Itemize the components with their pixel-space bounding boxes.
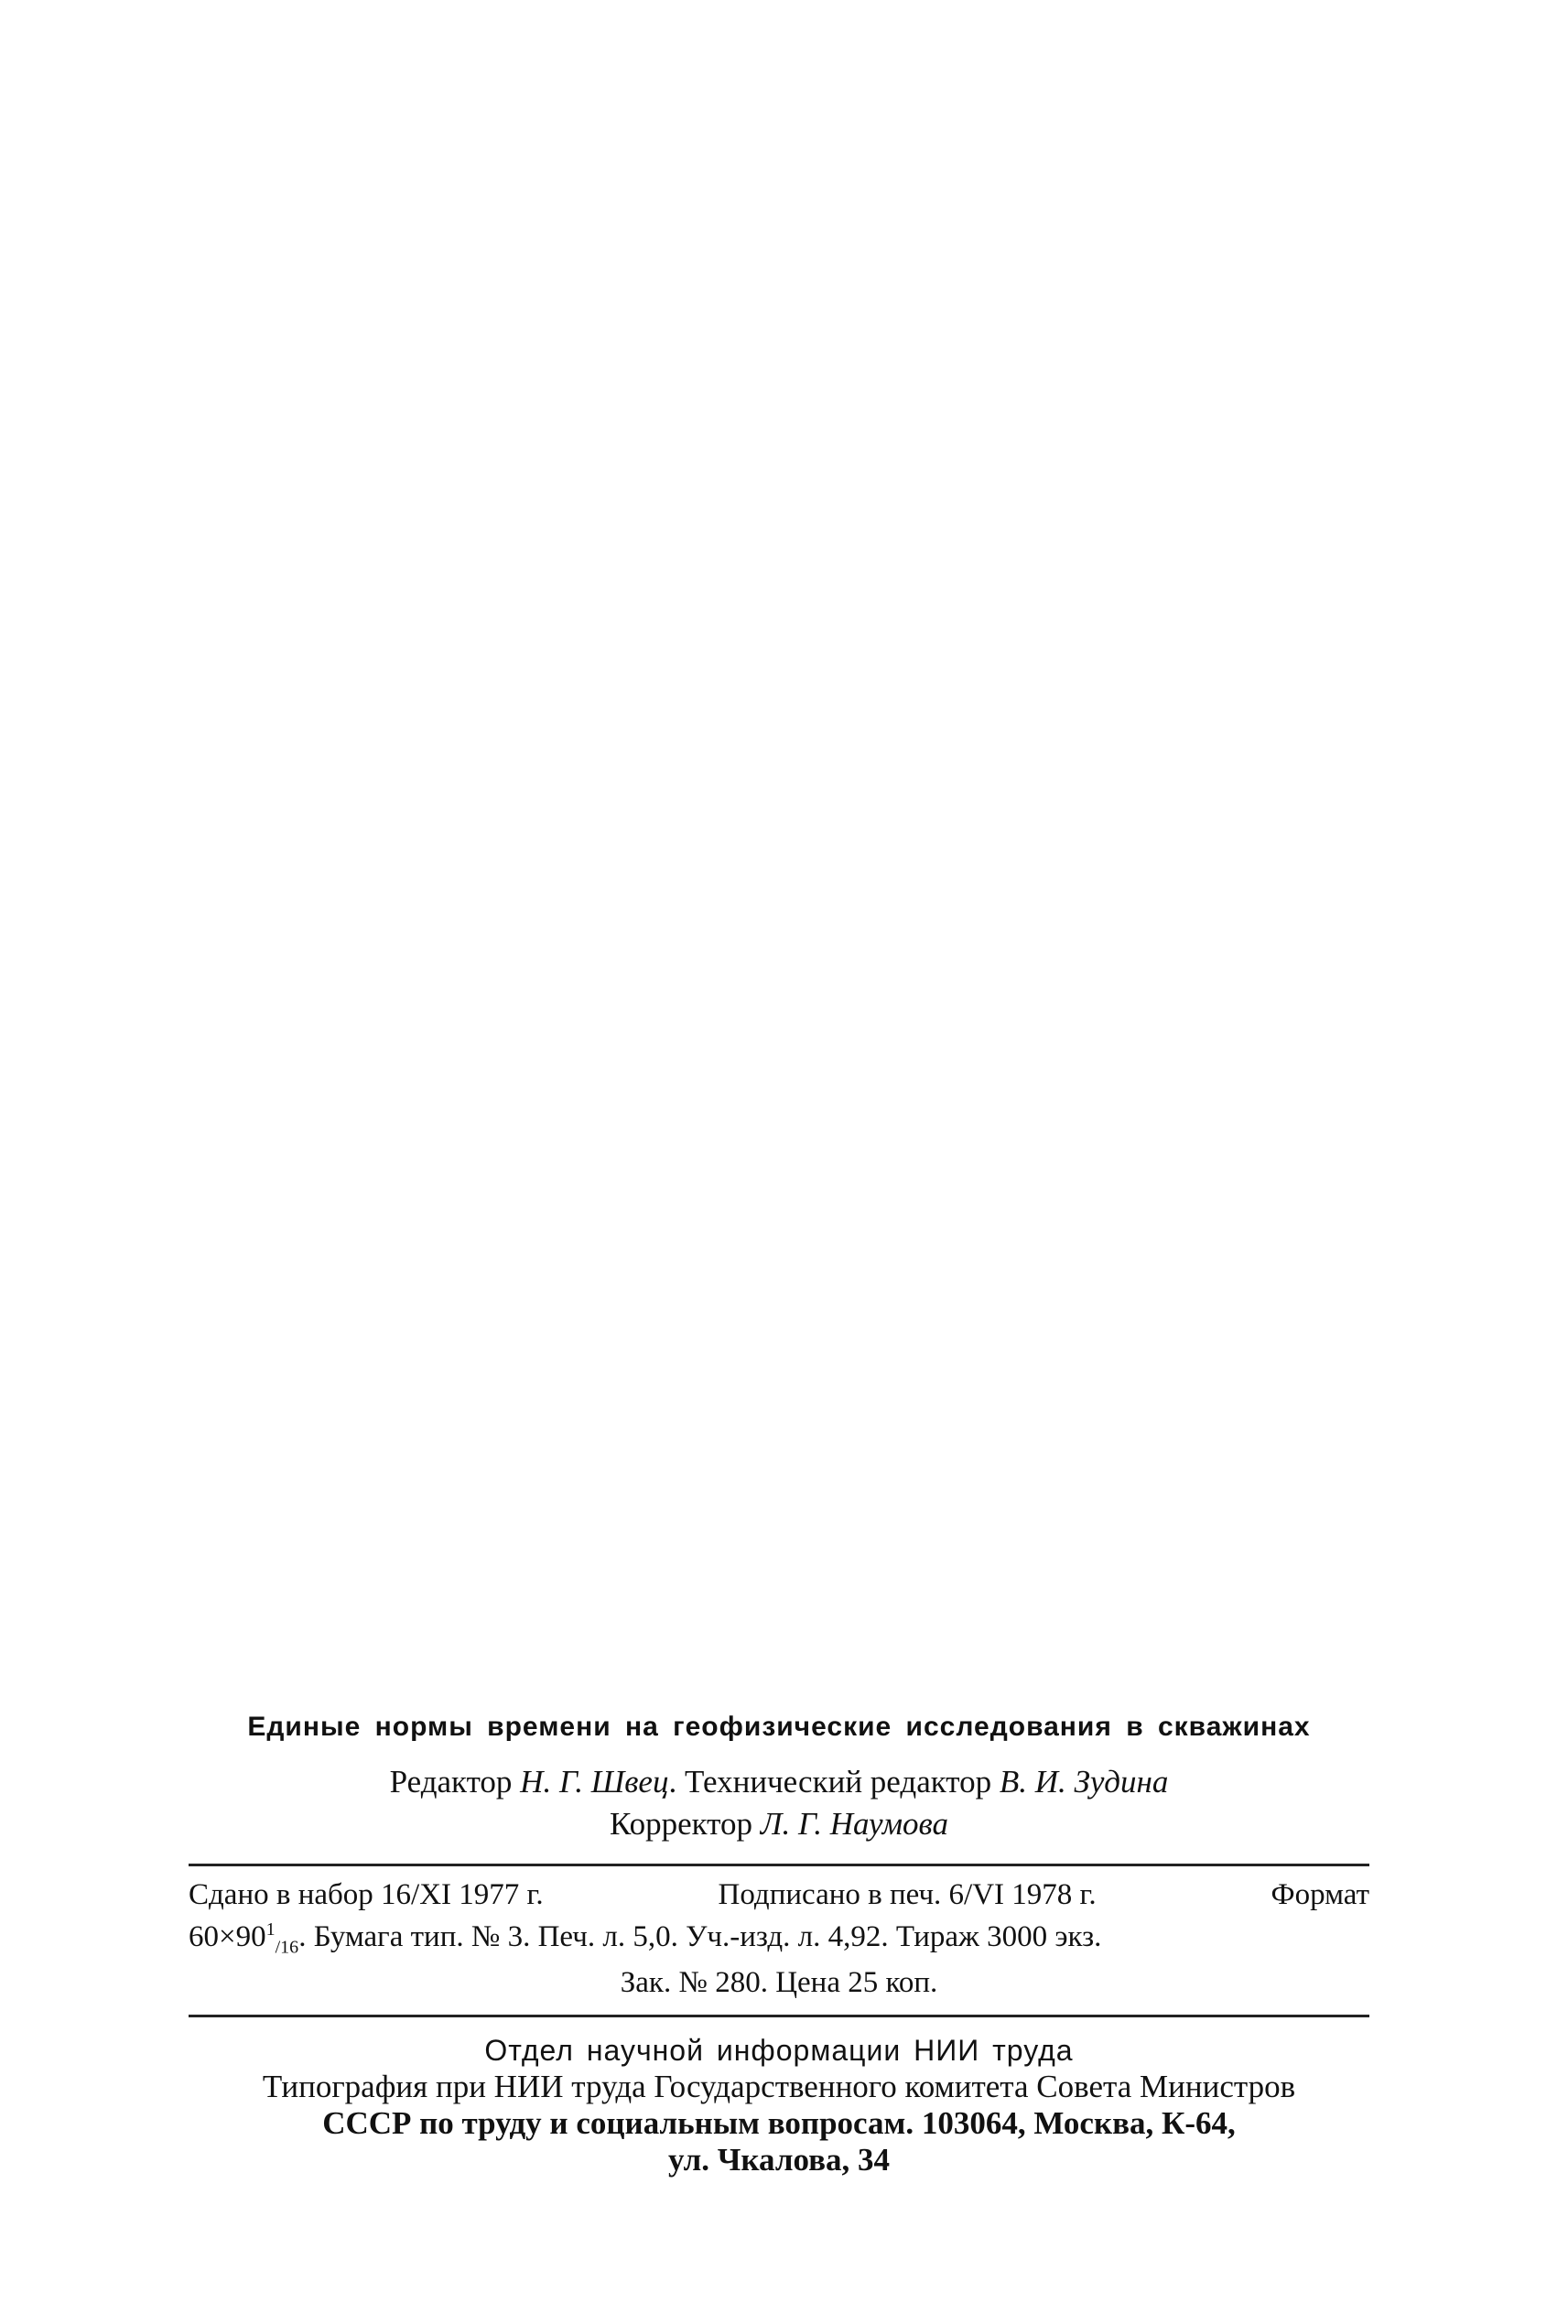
imprint-block	[189, 1712, 1369, 2178]
print-row-order	[189, 1965, 1369, 2000]
corrector-line	[189, 1803, 1369, 1845]
editor-name: Н. Г. Швец	[520, 1764, 669, 1800]
print-row-dates	[189, 1877, 1369, 1912]
format-value: 60×90	[189, 1920, 266, 1953]
format-and-paper	[189, 1912, 1101, 1965]
printing-house-line2: СССР по труду и социальным вопросам. 103064, Москва, К-64,	[322, 2104, 1236, 2141]
format-sup: 1	[265, 1919, 276, 1940]
corrector-label: Корректор	[609, 1806, 752, 1842]
submitted-date: Сдано в набор 16/XI 1977 г.	[189, 1878, 544, 1911]
format-label: Формат	[1271, 1878, 1369, 1911]
order-and-price: Зак. № 280. Цена 25 коп.	[620, 1965, 938, 1999]
editor-separator: .	[668, 1764, 677, 1800]
paper-and-sheets: . Бумага тип. № 3. Печ. л. 5,0. Уч.-изд. л. 4,92. Тираж 3000 экз.	[298, 1920, 1102, 1953]
tech-editor-label: Технический редактор	[684, 1764, 992, 1800]
book-title: Единые нормы времени на геофизические исследования в скважинах	[247, 1712, 1311, 1742]
tech-editor-name: В. И. Зудина	[999, 1764, 1169, 1800]
signed-date: Подписано в печ. 6/VI 1978 г.	[718, 1878, 1097, 1911]
print-row-format	[189, 1912, 1369, 1965]
corrector-name: Л. Г. Наумова	[760, 1806, 948, 1842]
printing-house-line3: ул. Чкалова, 34	[667, 2141, 891, 2178]
publisher-block	[189, 2032, 1369, 2178]
publisher-department: Отдел научной информации НИИ труда	[484, 2033, 1074, 2067]
editor-label: Редактор	[389, 1764, 513, 1800]
format-sub: /16	[275, 1937, 299, 1958]
print-details	[189, 1866, 1369, 2000]
printing-house-line1: Типография при НИИ труда Государственного комитета Совета Министров	[262, 2068, 1296, 2104]
divider-bottom	[189, 2015, 1369, 2017]
editors-line	[189, 1761, 1369, 1803]
